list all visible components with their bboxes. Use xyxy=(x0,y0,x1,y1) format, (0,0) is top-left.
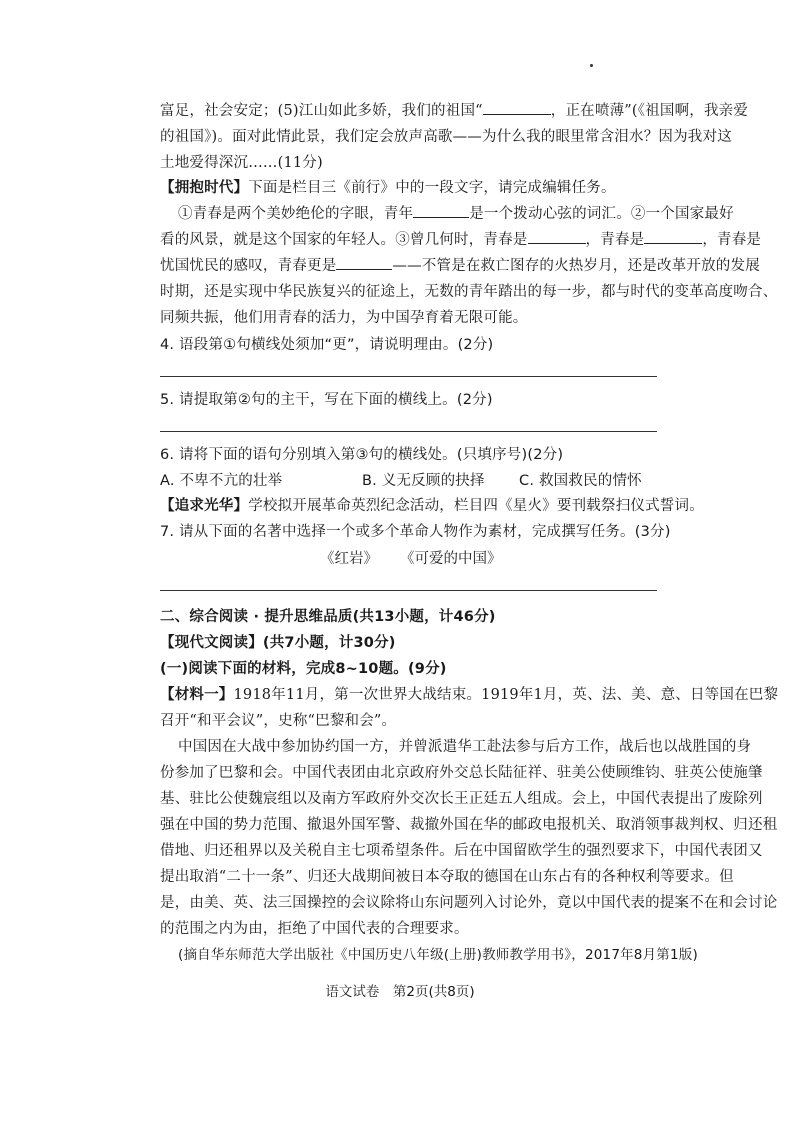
material-line: 提出取消“二十一条”、归还大战期间被日本夺取的德国在山东占有的各种权利等要求。但 xyxy=(160,869,734,885)
answer-blank[interactable] xyxy=(336,255,392,270)
passage-line: 同频共振，他们用青春的活力，为中国孕育着无限可能。 xyxy=(160,310,528,326)
material-line: 的范围之内为由，拒绝了中国代表的合理要求。 xyxy=(160,921,469,937)
answer-line[interactable] xyxy=(160,431,657,432)
material-line: 强在中国的势力范围、撤退外国军警、裁撤外国在华的邮政电报机关、取消领事裁判权、归还租 xyxy=(160,817,778,833)
answer-line[interactable] xyxy=(160,590,657,591)
passage-line: ①青春是两个美妙绝伦的字眼，青年 是一个拨动心弦的词汇。②一个国家最好 xyxy=(178,203,734,225)
material-line: 【材料一】1918年11月，第一次世界大战结束。1919年1月，英、法、美、意、日等国在巴黎 xyxy=(160,687,779,703)
material-line: 基、驻比公使魏宸组以及南方军政府外交次长王正廷五人组成。会上，中国代表提出了废除列 xyxy=(160,791,763,807)
material-line: 中国因在大战中参加协约国一方，并曾派遣华工赴法参与后方工作，战后也以战胜国的身 xyxy=(178,739,752,755)
question-6: 6. 请将下面的语句分别填入第③句的横线处。(只填序号)(2分) xyxy=(160,447,564,463)
passage-line: 忧国忧民的感叹，青春更是 ——不管是在救亡图存的火热岁月，还是改革开放的发展 xyxy=(160,255,760,277)
source-citation: (摘自华东师范大学出版社《中国历史八年级(上册)教师教学用书》，2017年8月第1版) xyxy=(178,947,698,963)
book-title: 《可爱的中国》 xyxy=(400,551,502,567)
section-heading: 【拥抱时代】下面是栏目三《前行》中的一段文字，请完成编辑任务。 xyxy=(160,180,616,196)
answer-blank[interactable] xyxy=(413,203,469,218)
page-footer: 语文试卷 第2页(共8页) xyxy=(325,984,475,1000)
material-line: 召开“和平会议”，史称“巴黎和会”。 xyxy=(160,713,397,729)
answer-blank[interactable] xyxy=(528,229,586,244)
book-title: 《红岩》 xyxy=(320,551,378,567)
material-line: 是，由美、英、法三国操控的会议除将山东问题列入讨论外，竟以中国代表的提案不在和会讨论 xyxy=(160,895,778,911)
answer-blank[interactable] xyxy=(483,100,551,115)
part-title: (一)阅读下面的材料，完成8~10题。(9分) xyxy=(160,661,447,677)
answer-line[interactable] xyxy=(160,376,657,377)
question-5: 5. 请提取第②句的主干，写在下面的横线上。(2分) xyxy=(160,392,493,408)
passage-line: 看的风景，就是这个国家的年轻人。③曾几何时，青春是 ，青春是 ，青春是 xyxy=(160,229,761,251)
section-title: 二、综合阅读 · 提升思维品质(共13小题，计46分) xyxy=(160,609,496,625)
text-line: 的祖国》)。面对此情此景，我们定会放声高歌——为什么我的眼里常含泪水？因为我对这 xyxy=(160,129,732,145)
subsection-title: 【现代文阅读】(共7小题，计30分) xyxy=(160,635,396,651)
scan-speck xyxy=(590,64,593,67)
question-7: 7. 请从下面的名著中选择一个或多个革命人物作为素材，完成撰写任务。(3分) xyxy=(160,524,671,540)
passage-line: 时期，还是实现中华民族复兴的征途上，无数的青年踏出的每一步，都与时代的变革高度吻合、 xyxy=(160,284,778,300)
answer-blank[interactable] xyxy=(644,229,702,244)
option-b: B. 义无反顾的抉择 xyxy=(362,473,485,489)
material-line: 借地、归还租界以及关税自主七项希望条件。后在中国留欧学生的强烈要求下，中国代表团又 xyxy=(160,843,763,859)
option-c: C. 救国救民的情怀 xyxy=(519,473,642,489)
option-a: A. 不卑不亢的壮举 xyxy=(160,473,283,489)
text-line: 土地爱得深沉……(11分) xyxy=(160,155,323,171)
question-4: 4. 语段第①句横线处须加“更”，请说明理由。(2分) xyxy=(160,337,494,353)
section-heading: 【追求光华】学校拟开展革命英烈纪念活动，栏目四《星火》要刊载祭扫仪式誓词。 xyxy=(160,498,704,514)
text-line: 富足，社会安定；(5)江山如此多娇，我们的祖国“ ，正在喷薄”(《祖国啊，我亲爱 xyxy=(160,100,748,122)
material-line: 份参加了巴黎和会。中国代表团由北京政府外交总长陆征祥、驻美公使顾维钧、驻英公使施肇 xyxy=(160,765,763,781)
